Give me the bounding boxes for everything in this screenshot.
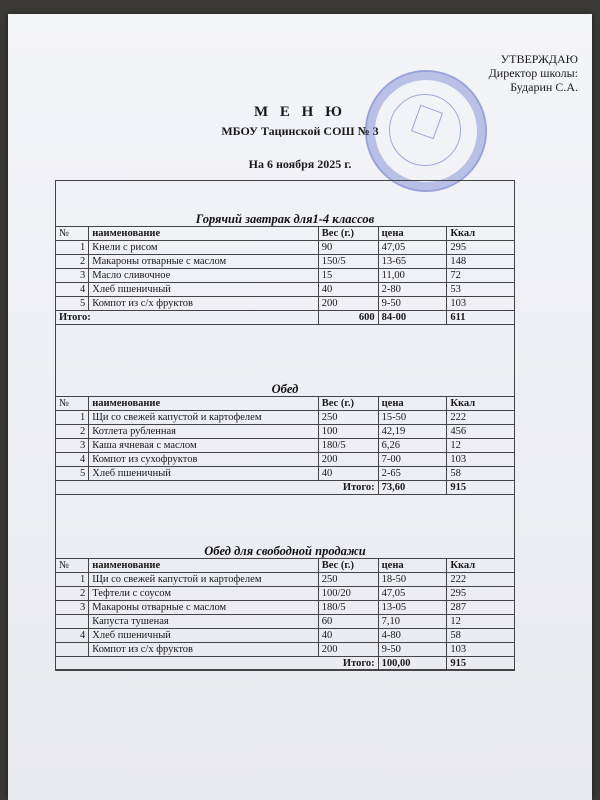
- row-price: 2-80: [378, 283, 447, 297]
- col-no-header: №: [56, 227, 89, 241]
- col-price-header: цена: [378, 397, 447, 411]
- row-kcal: 148: [447, 255, 515, 269]
- approval-line-1: УТВЕРЖДАЮ: [500, 52, 578, 66]
- table-header-row: [56, 227, 515, 241]
- row-no: 1: [56, 411, 89, 425]
- row-weight: 60: [318, 615, 378, 629]
- row-no: 3: [56, 269, 89, 283]
- col-kcal-header: Ккал: [447, 559, 515, 573]
- approval-line-3: Бударин С.А.: [510, 80, 578, 94]
- row-weight: 40: [318, 283, 378, 297]
- col-weight-header: Вес (г.): [318, 397, 378, 411]
- row-name: Компот из с/х фруктов: [89, 643, 319, 657]
- row-weight: 15: [318, 269, 378, 283]
- row-kcal: 222: [447, 411, 515, 425]
- row-price: 11,00: [378, 269, 447, 283]
- table-row: [56, 411, 515, 425]
- row-weight: 200: [318, 643, 378, 657]
- total-kcal: 915: [447, 657, 515, 671]
- total-row: [56, 481, 515, 495]
- total-price: 84-00: [378, 311, 447, 325]
- row-name: Макароны отварные с маслом: [89, 601, 319, 615]
- table-row: [56, 297, 515, 311]
- row-weight: 100: [318, 425, 378, 439]
- row-no: 2: [56, 255, 89, 269]
- lunch-table: [55, 396, 515, 495]
- col-weight-header: Вес (г.): [318, 559, 378, 573]
- row-weight: 90: [318, 241, 378, 255]
- row-weight: 40: [318, 467, 378, 481]
- total-label: Итого:: [56, 657, 379, 671]
- row-no: [56, 643, 89, 657]
- lunch-title: Обед: [271, 382, 299, 396]
- row-no: 2: [56, 425, 89, 439]
- table-row: [56, 573, 515, 587]
- col-kcal-header: Ккал: [447, 227, 515, 241]
- row-weight: 250: [318, 411, 378, 425]
- row-price: 6,26: [378, 439, 447, 453]
- total-price: 73,60: [378, 481, 447, 495]
- row-weight: 200: [318, 453, 378, 467]
- row-kcal: 103: [447, 643, 515, 657]
- total-weight: 600: [318, 311, 378, 325]
- row-weight: 200: [318, 297, 378, 311]
- row-no: 1: [56, 241, 89, 255]
- row-weight: 180/5: [318, 439, 378, 453]
- row-price: 13-65: [378, 255, 447, 269]
- row-kcal: 295: [447, 241, 515, 255]
- row-price: 9-50: [378, 297, 447, 311]
- row-kcal: 58: [447, 629, 515, 643]
- total-label: Итого:: [56, 481, 379, 495]
- row-name: Компот из сухофруктов: [89, 453, 319, 467]
- breakfast-table: [55, 226, 515, 325]
- row-weight: 40: [318, 629, 378, 643]
- row-name: Капуста тушеная: [89, 615, 319, 629]
- table-row: [56, 255, 515, 269]
- row-name: Хлеб пшеничный: [89, 283, 319, 297]
- school-name: МБОУ Тацинской СОШ № 3: [221, 124, 379, 138]
- table-row: [56, 587, 515, 601]
- row-price: 13-05: [378, 601, 447, 615]
- total-row: [56, 311, 515, 325]
- page-title: М Е Н Ю: [254, 104, 346, 120]
- total-kcal: 611: [447, 311, 515, 325]
- col-weight-header: Вес (г.): [318, 227, 378, 241]
- row-price: 15-50: [378, 411, 447, 425]
- row-name: Хлеб пшеничный: [89, 467, 319, 481]
- col-no-header: №: [56, 559, 89, 573]
- row-no: 5: [56, 467, 89, 481]
- total-label: Итого:: [56, 311, 319, 325]
- table-row: [56, 453, 515, 467]
- row-weight: 100/20: [318, 587, 378, 601]
- row-name: Масло сливочное: [89, 269, 319, 283]
- row-no: 1: [56, 573, 89, 587]
- row-price: 7-00: [378, 453, 447, 467]
- row-kcal: 58: [447, 467, 515, 481]
- row-name: Тефтели с соусом: [89, 587, 319, 601]
- col-no-header: №: [56, 397, 89, 411]
- row-kcal: 12: [447, 615, 515, 629]
- row-no: 2: [56, 587, 89, 601]
- row-no: 4: [56, 629, 89, 643]
- approval-line-2: Директор школы:: [488, 66, 578, 80]
- col-price-header: цена: [378, 227, 447, 241]
- row-name: Макароны отварные с маслом: [89, 255, 319, 269]
- row-no: [56, 615, 89, 629]
- row-name: Каша ячневая с маслом: [89, 439, 319, 453]
- row-name: Щи со свежей капустой и картофелем: [89, 411, 319, 425]
- row-price: 2-65: [378, 467, 447, 481]
- row-price: 18-50: [378, 573, 447, 587]
- table-row: [56, 601, 515, 615]
- row-price: 42,19: [378, 425, 447, 439]
- free-sale-title: Обед для свободной продажи: [204, 544, 366, 558]
- row-name: Кнели с рисом: [89, 241, 319, 255]
- table-row: [56, 629, 515, 643]
- col-price-header: цена: [378, 559, 447, 573]
- row-weight: 150/5: [318, 255, 378, 269]
- row-kcal: 53: [447, 283, 515, 297]
- table-row: [56, 425, 515, 439]
- col-name-header: наименование: [89, 559, 319, 573]
- table-row: [56, 283, 515, 297]
- row-kcal: 222: [447, 573, 515, 587]
- table-row: [56, 269, 515, 283]
- table-row: [56, 467, 515, 481]
- row-name: Компот из с/х фруктов: [89, 297, 319, 311]
- row-kcal: 103: [447, 453, 515, 467]
- row-price: 47,05: [378, 587, 447, 601]
- row-kcal: 12: [447, 439, 515, 453]
- row-weight: 180/5: [318, 601, 378, 615]
- row-price: 9-50: [378, 643, 447, 657]
- table-row: [56, 615, 515, 629]
- row-price: 4-80: [378, 629, 447, 643]
- row-no: 3: [56, 439, 89, 453]
- row-no: 3: [56, 601, 89, 615]
- row-name: Хлеб пшеничный: [89, 629, 319, 643]
- free-sale-table: [55, 558, 515, 671]
- total-kcal: 915: [447, 481, 515, 495]
- breakfast-title: Горячий завтрак для1-4 классов: [195, 212, 375, 226]
- row-no: 5: [56, 297, 89, 311]
- table-row: [56, 643, 515, 657]
- row-price: 7,10: [378, 615, 447, 629]
- col-name-header: наименование: [89, 227, 319, 241]
- table-row: [56, 241, 515, 255]
- total-price: 100,00: [378, 657, 447, 671]
- table-header-row: [56, 397, 515, 411]
- row-kcal: 72: [447, 269, 515, 283]
- row-name: Щи со свежей капустой и картофелем: [89, 573, 319, 587]
- row-kcal: 103: [447, 297, 515, 311]
- col-name-header: наименование: [89, 397, 319, 411]
- row-name: Котлета рубленная: [89, 425, 319, 439]
- table-row: [56, 439, 515, 453]
- total-row: [56, 657, 515, 671]
- row-kcal: 295: [447, 587, 515, 601]
- row-kcal: 287: [447, 601, 515, 615]
- row-no: 4: [56, 283, 89, 297]
- row-kcal: 456: [447, 425, 515, 439]
- row-weight: 250: [318, 573, 378, 587]
- row-no: 4: [56, 453, 89, 467]
- table-header-row: [56, 559, 515, 573]
- approval-block: [489, 52, 578, 94]
- col-kcal-header: Ккал: [447, 397, 515, 411]
- row-price: 47,05: [378, 241, 447, 255]
- menu-date: На 6 ноября 2025 г.: [248, 157, 352, 171]
